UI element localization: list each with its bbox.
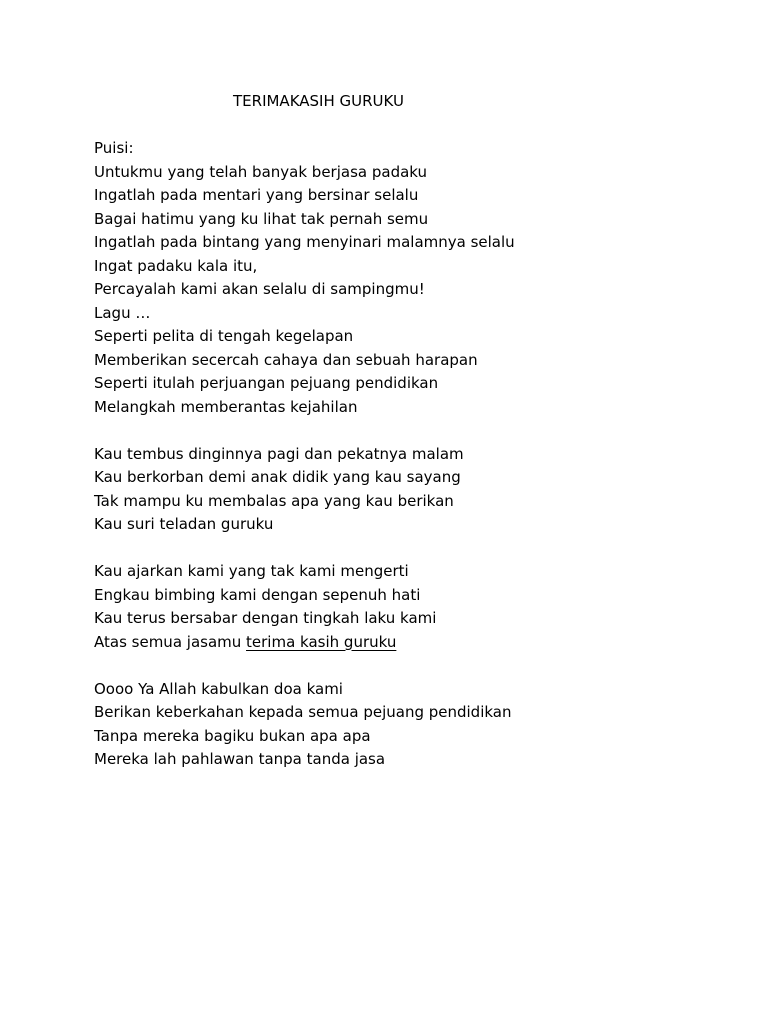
stanza-line-final [94, 631, 734, 655]
stanza-line: Berikan keberkahan kepada semua pejuang pendidikan [94, 703, 512, 721]
poem-body [94, 137, 734, 772]
stanza-gap [94, 419, 734, 443]
puisi-line: Untukmu yang telah banyak berjasa padaku [94, 162, 428, 181]
stanza-line: Oooo Ya Allah kabulkan doa kami [94, 679, 343, 698]
puisi-section [94, 161, 734, 302]
stanza-line: Kau terus bersabar dengan tingkah laku kami [94, 609, 437, 627]
stanza-line: Engkau bimbing kami dengan sepenuh hati [94, 585, 421, 604]
puisi-line: Ingatlah pada mentari yang bersinar selalu [94, 186, 419, 204]
stanza-line: Kau ajarkan kami yang tak kami mengerti [94, 562, 409, 580]
stanza-line: Seperti pelita di tengah kegelapan [94, 327, 354, 345]
stanza-line: Kau suri teladan guruku [94, 515, 274, 533]
stanza-gap [94, 537, 734, 561]
stanza-line: Kau tembus dinginnya pagi dan pekatnya malam [94, 444, 464, 463]
label-puisi: Puisi: [94, 139, 134, 157]
stanza-1 [94, 325, 734, 419]
stanza-line: Tanpa mereka bagiku bukan apa apa [94, 726, 371, 745]
puisi-line: Percayalah kami akan selalu di sampingmu! [94, 280, 425, 298]
stanza-gap [94, 654, 734, 678]
label-lagu: Lagu … [94, 303, 151, 322]
puisi-line: Ingat padaku kala itu, [94, 256, 258, 275]
puisi-line: Bagai hatimu yang ku lihat tak pernah semu [94, 209, 429, 228]
stanza-line: Seperti itulah perjuangan pejuang pendidikan [94, 374, 439, 392]
stanza-3 [94, 560, 734, 654]
stanza-2 [94, 443, 734, 537]
underlined-phrase: terima kasih guruku [246, 632, 397, 651]
stanza-line-prefix: Atas semua jasamu [94, 632, 247, 651]
stanza-line: Memberikan secercah cahaya dan sebuah harapan [94, 350, 478, 369]
page-title: TERIMAKASIH GURUKU [233, 92, 404, 110]
stanza-line: Tak mampu ku membalas apa yang kau berikan [94, 491, 454, 510]
puisi-line: Ingatlah pada bintang yang menyinari malamnya selalu [94, 233, 515, 251]
stanza-line: Mereka lah pahlawan tanpa tanda jasa [94, 750, 386, 768]
stanza-4 [94, 678, 734, 772]
stanza-line: Melangkah memberantas kejahilan [94, 397, 358, 416]
stanza-line: Kau berkorban demi anak didik yang kau sayang [94, 468, 461, 486]
